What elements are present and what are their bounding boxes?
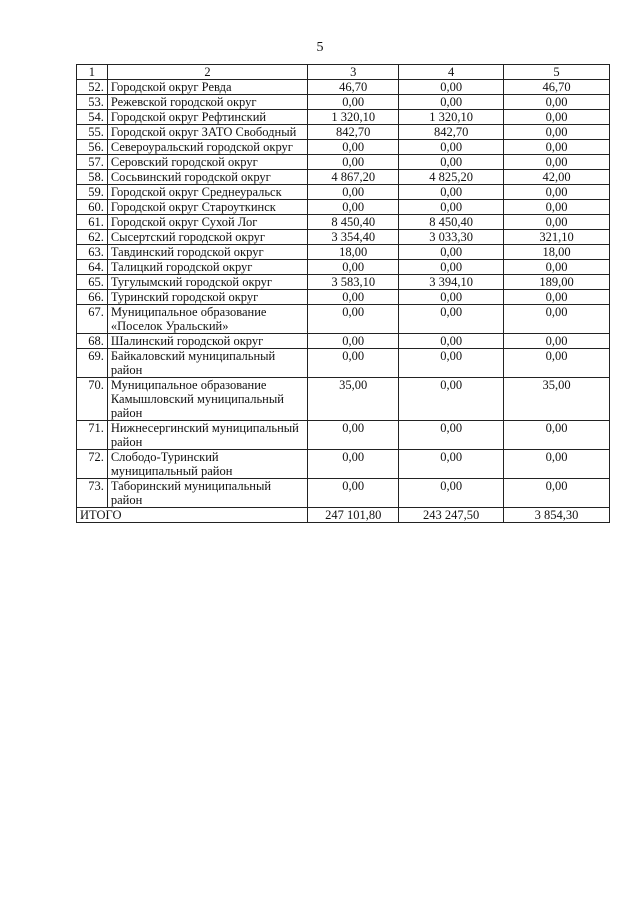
row-number: 57.: [77, 155, 108, 170]
row-col-3: 0,00: [308, 200, 399, 215]
table-row: [77, 95, 610, 110]
table-row: [77, 155, 610, 170]
row-number: 58.: [77, 170, 108, 185]
row-col-5: 46,70: [504, 80, 610, 95]
row-col-5: 0,00: [504, 334, 610, 349]
row-name: Сосьвинский городской округ: [107, 170, 307, 185]
row-name: Режевской городской округ: [107, 95, 307, 110]
row-col-3: 0,00: [308, 185, 399, 200]
row-number: 59.: [77, 185, 108, 200]
row-col-5: 0,00: [504, 185, 610, 200]
row-col-5: 0,00: [504, 155, 610, 170]
table-row: [77, 230, 610, 245]
row-number: 63.: [77, 245, 108, 260]
row-col-4: 842,70: [399, 125, 504, 140]
row-col-5: 0,00: [504, 421, 610, 450]
row-col-3: 0,00: [308, 140, 399, 155]
row-number: 65.: [77, 275, 108, 290]
row-col-3: 0,00: [308, 305, 399, 334]
total-col-5: 3 854,30: [504, 508, 610, 523]
row-col-3: 0,00: [308, 260, 399, 275]
total-label: ИТОГО: [77, 508, 308, 523]
row-name: Талицкий городской округ: [107, 260, 307, 275]
row-name: Городской округ ЗАТО Свободный: [107, 125, 307, 140]
row-name: Слободо-Туринский муниципальный район: [107, 450, 307, 479]
row-col-5: 42,00: [504, 170, 610, 185]
row-number: 72.: [77, 450, 108, 479]
table-row: [77, 80, 610, 95]
row-name: Шалинский городской округ: [107, 334, 307, 349]
table-row: [77, 305, 610, 334]
row-col-3: 8 450,40: [308, 215, 399, 230]
page-number: 5: [316, 40, 324, 55]
header-col-2: 2: [107, 65, 307, 80]
row-col-4: 0,00: [399, 421, 504, 450]
row-col-5: 0,00: [504, 125, 610, 140]
table-row: [77, 215, 610, 230]
row-col-4: 8 450,40: [399, 215, 504, 230]
row-col-4: 3 394,10: [399, 275, 504, 290]
table-row: [77, 421, 610, 450]
table-row: [77, 290, 610, 305]
row-col-3: 0,00: [308, 349, 399, 378]
row-col-4: 0,00: [399, 140, 504, 155]
row-col-3: 4 867,20: [308, 170, 399, 185]
row-name: Североуральский городской округ: [107, 140, 307, 155]
row-number: 68.: [77, 334, 108, 349]
row-col-4: 0,00: [399, 245, 504, 260]
table-row: [77, 200, 610, 215]
row-col-5: 0,00: [504, 479, 610, 508]
row-col-3: 0,00: [308, 479, 399, 508]
row-col-5: 0,00: [504, 200, 610, 215]
row-col-3: 0,00: [308, 155, 399, 170]
row-number: 56.: [77, 140, 108, 155]
row-name: Байкаловский муниципальный район: [107, 349, 307, 378]
row-col-3: 842,70: [308, 125, 399, 140]
table-body: [77, 80, 610, 508]
row-name: Городской округ Староуткинск: [107, 200, 307, 215]
row-name: Серовский городской округ: [107, 155, 307, 170]
row-number: 61.: [77, 215, 108, 230]
row-col-5: 0,00: [504, 290, 610, 305]
row-col-4: 0,00: [399, 378, 504, 421]
row-col-5: 321,10: [504, 230, 610, 245]
row-number: 53.: [77, 95, 108, 110]
row-number: 73.: [77, 479, 108, 508]
row-number: 66.: [77, 290, 108, 305]
row-col-5: 18,00: [504, 245, 610, 260]
row-col-4: 4 825,20: [399, 170, 504, 185]
row-col-4: 0,00: [399, 334, 504, 349]
row-col-3: 1 320,10: [308, 110, 399, 125]
row-col-3: 0,00: [308, 450, 399, 479]
table-row: [77, 349, 610, 378]
row-col-4: 0,00: [399, 290, 504, 305]
row-col-4: 0,00: [399, 95, 504, 110]
table-row: [77, 110, 610, 125]
table-row: [77, 479, 610, 508]
header-col-3: 3: [308, 65, 399, 80]
table-row: [77, 450, 610, 479]
row-col-4: 0,00: [399, 80, 504, 95]
row-col-5: 0,00: [504, 349, 610, 378]
row-name: Муниципальное образование Камышловский муниципальный район: [107, 378, 307, 421]
row-name: Сысертский городской округ: [107, 230, 307, 245]
row-number: 54.: [77, 110, 108, 125]
row-col-3: 0,00: [308, 290, 399, 305]
row-col-4: 0,00: [399, 305, 504, 334]
row-name: Городской округ Среднеуральск: [107, 185, 307, 200]
row-name: Тугулымский городской округ: [107, 275, 307, 290]
row-col-5: 0,00: [504, 215, 610, 230]
row-col-5: 0,00: [504, 450, 610, 479]
header-col-1: 1: [77, 65, 108, 80]
row-col-4: 3 033,30: [399, 230, 504, 245]
table-row: [77, 275, 610, 290]
row-number: 60.: [77, 200, 108, 215]
row-name: Городской округ Сухой Лог: [107, 215, 307, 230]
row-col-4: 0,00: [399, 450, 504, 479]
table-row: [77, 334, 610, 349]
total-col-4: 243 247,50: [399, 508, 504, 523]
row-col-5: 0,00: [504, 110, 610, 125]
row-col-5: 0,00: [504, 95, 610, 110]
row-number: 64.: [77, 260, 108, 275]
row-col-4: 0,00: [399, 185, 504, 200]
table-row: [77, 185, 610, 200]
row-col-3: 3 583,10: [308, 275, 399, 290]
row-col-5: 0,00: [504, 260, 610, 275]
row-name: Городской округ Ревда: [107, 80, 307, 95]
row-col-3: 18,00: [308, 245, 399, 260]
row-col-4: 0,00: [399, 349, 504, 378]
row-number: 67.: [77, 305, 108, 334]
row-name: Нижнесергинский муниципальный район: [107, 421, 307, 450]
header-col-5: 5: [504, 65, 610, 80]
row-name: Туринский городской округ: [107, 290, 307, 305]
row-col-3: 35,00: [308, 378, 399, 421]
row-col-4: 0,00: [399, 479, 504, 508]
row-number: 70.: [77, 378, 108, 421]
table-row: [77, 260, 610, 275]
row-col-4: 0,00: [399, 260, 504, 275]
row-col-3: 3 354,40: [308, 230, 399, 245]
total-row: [77, 508, 610, 523]
row-col-3: 46,70: [308, 80, 399, 95]
table-row: [77, 170, 610, 185]
budget-table: [76, 64, 610, 523]
row-col-5: 189,00: [504, 275, 610, 290]
row-number: 55.: [77, 125, 108, 140]
row-number: 69.: [77, 349, 108, 378]
row-col-3: 0,00: [308, 95, 399, 110]
row-number: 62.: [77, 230, 108, 245]
table-row: [77, 245, 610, 260]
total-col-3: 247 101,80: [308, 508, 399, 523]
row-col-5: 0,00: [504, 305, 610, 334]
row-number: 52.: [77, 80, 108, 95]
row-name: Городской округ Рефтинский: [107, 110, 307, 125]
row-col-4: 0,00: [399, 155, 504, 170]
table-row: [77, 125, 610, 140]
table-row: [77, 378, 610, 421]
row-col-4: 0,00: [399, 200, 504, 215]
table-row: [77, 140, 610, 155]
row-number: 71.: [77, 421, 108, 450]
row-col-5: 0,00: [504, 140, 610, 155]
table-header-row: [77, 65, 610, 80]
header-col-4: 4: [399, 65, 504, 80]
row-col-3: 0,00: [308, 334, 399, 349]
row-col-3: 0,00: [308, 421, 399, 450]
row-name: Тавдинский городской округ: [107, 245, 307, 260]
row-col-5: 35,00: [504, 378, 610, 421]
row-name: Муниципальное образование «Поселок Уральский»: [107, 305, 307, 334]
row-name: Таборинский муниципальный район: [107, 479, 307, 508]
row-col-4: 1 320,10: [399, 110, 504, 125]
